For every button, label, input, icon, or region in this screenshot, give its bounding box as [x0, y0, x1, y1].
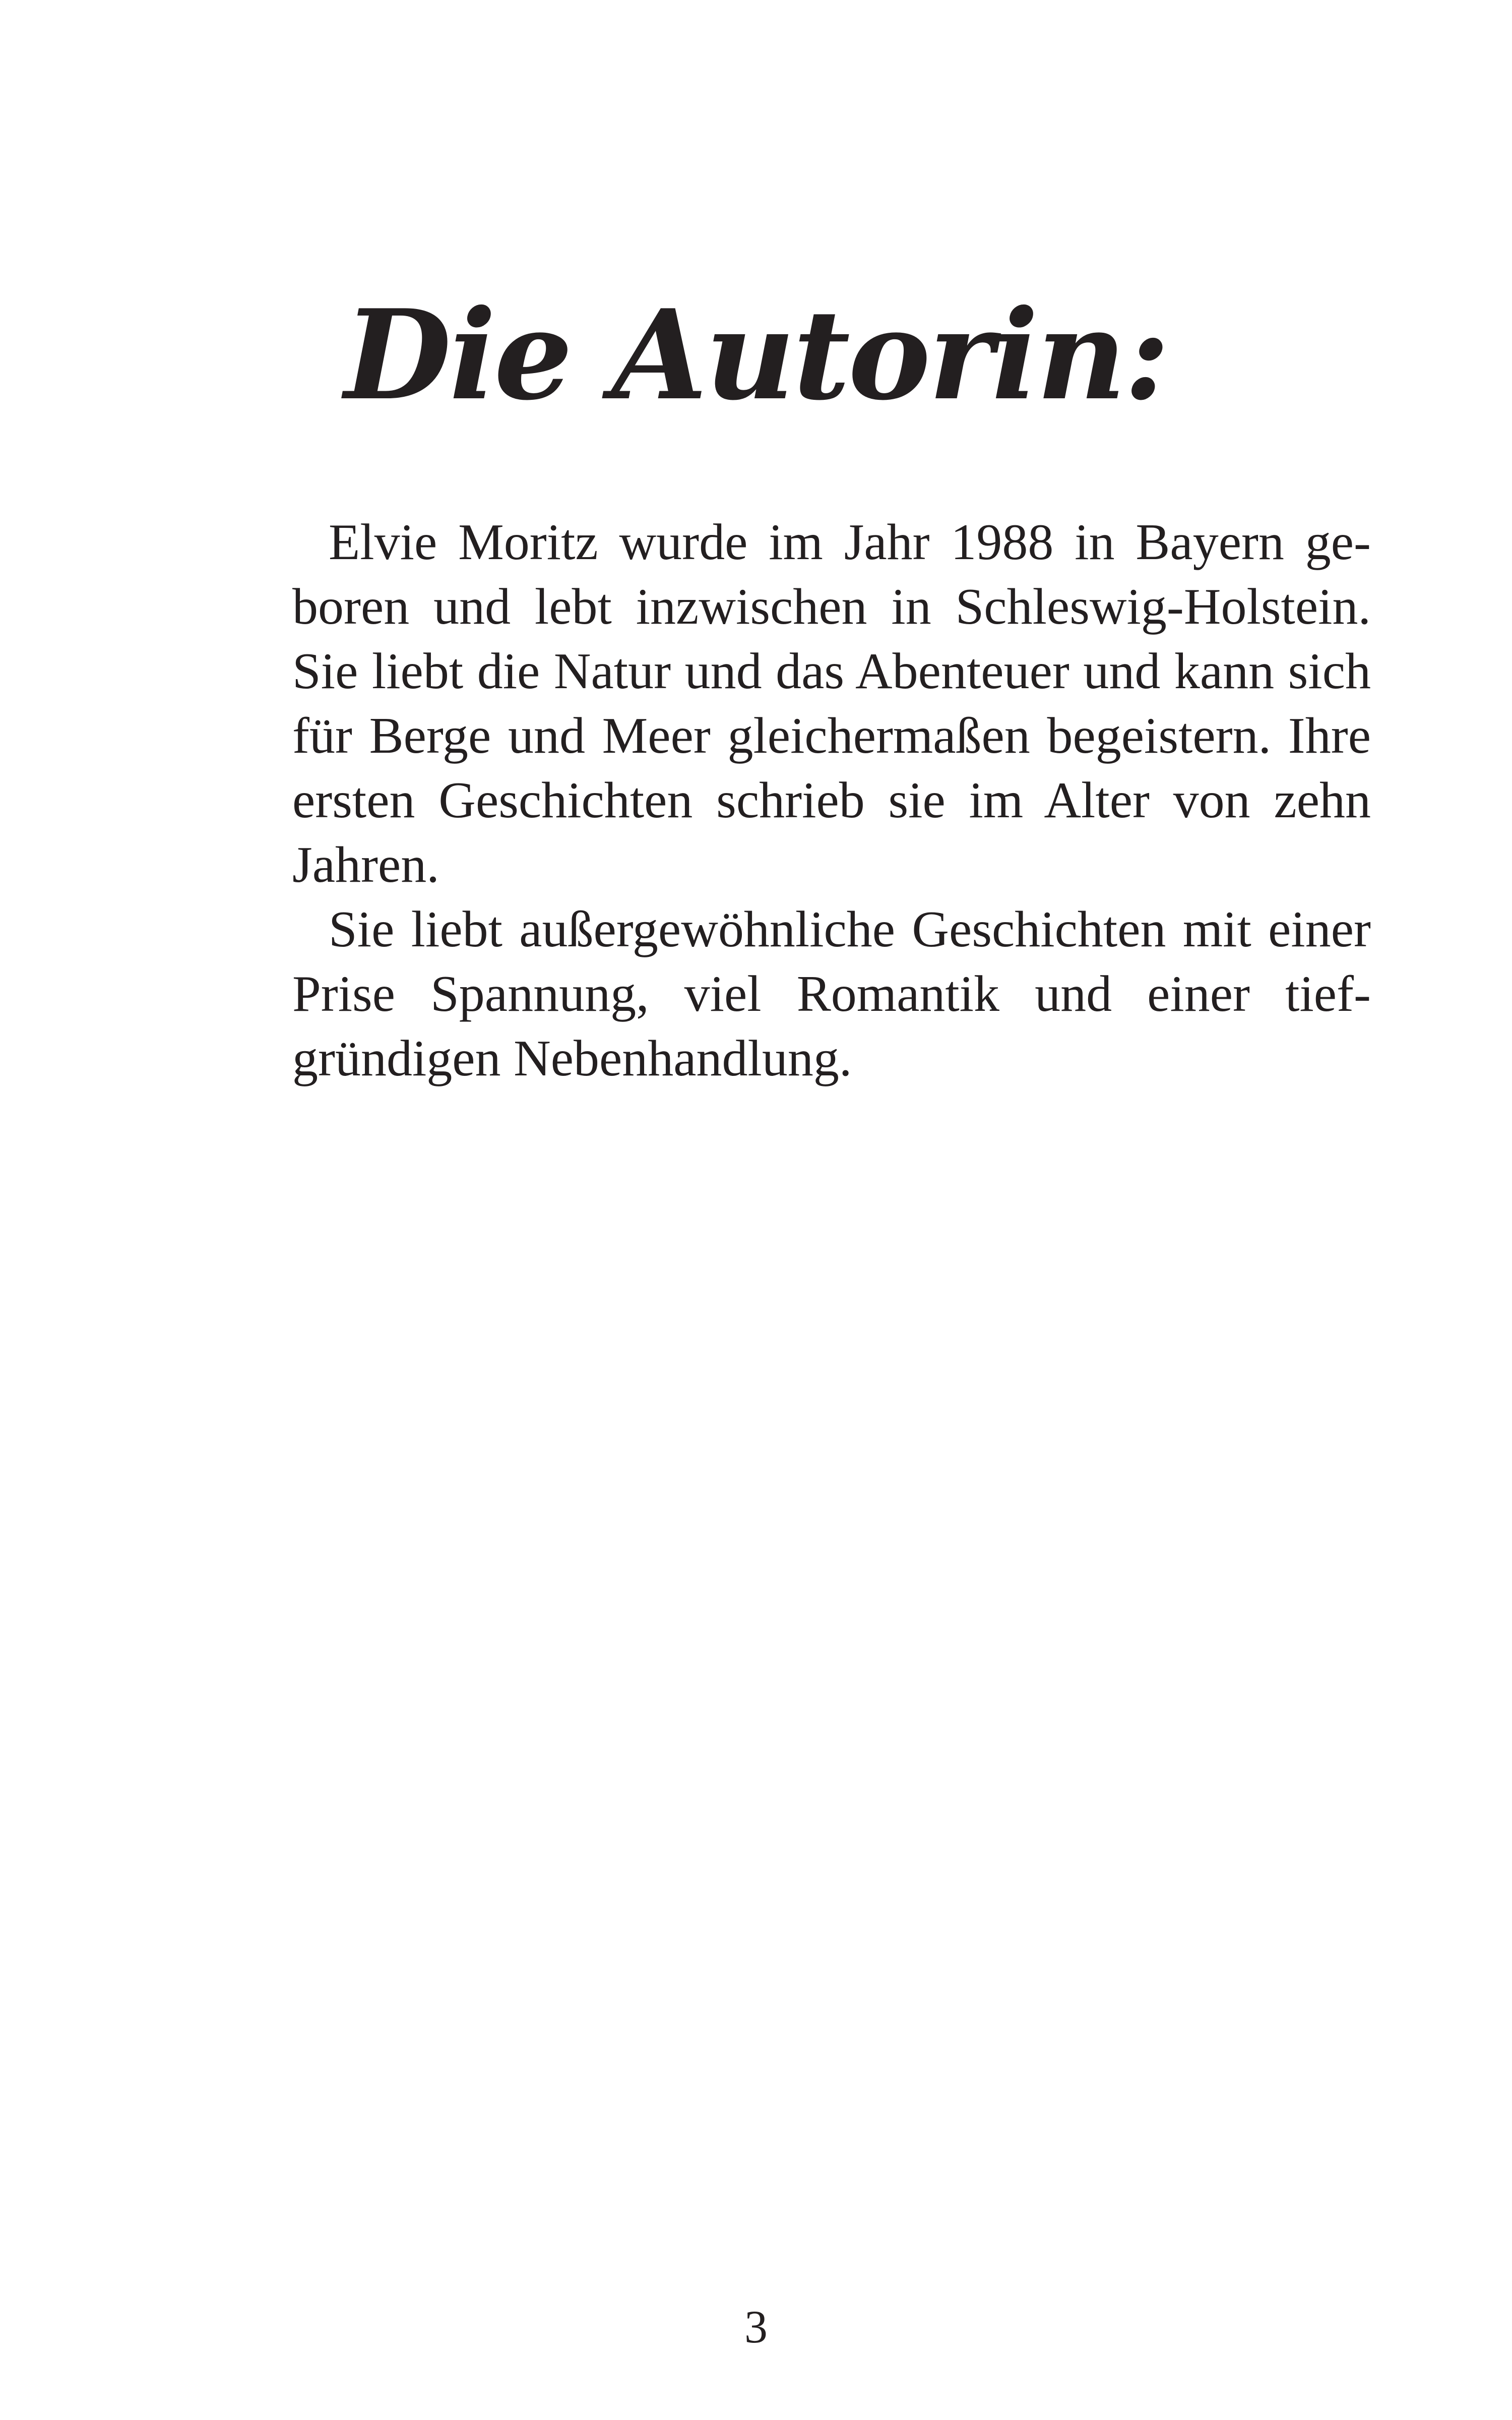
- page-title: Die Autorin:: [344, 282, 1168, 428]
- bio-paragraph-2: Sie liebt außergewöhnliche Geschichten mit einer Prise Spannung, viel Romantik und einer tiefgründigen Nebenhandlung.: [292, 901, 1371, 1087]
- page-number: 3: [744, 2301, 768, 2352]
- author-bio: [292, 510, 1371, 1091]
- bio-paragraph-1: Elvie Moritz wurde im Jahr 1988 in Bayern geboren und lebt inzwischen in Schleswig-Holstein. Sie liebt die Natur und das Abenteuer und kann sich für Berge und Meer gleichermaßen begeistern. Ihre ersten Geschichten schrieb sie im Alter von zehn Jahren.: [292, 514, 1371, 893]
